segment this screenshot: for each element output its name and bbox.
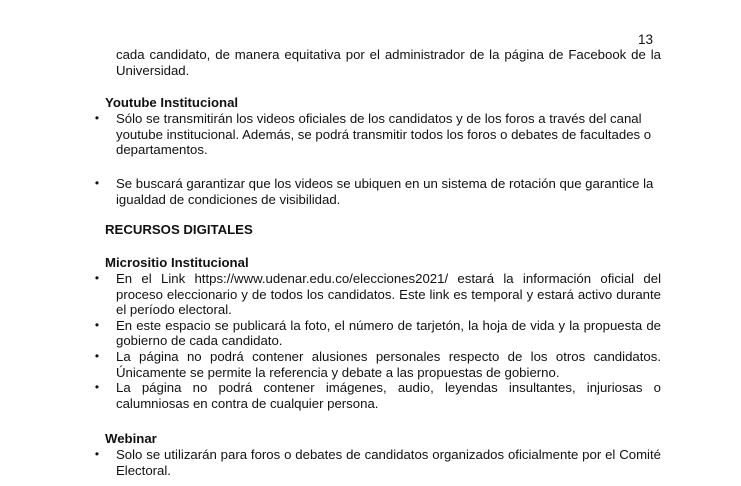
section-heading-youtube: Youtube Institucional — [105, 95, 239, 110]
list-item — [0, 271, 661, 318]
list-item — [0, 447, 661, 478]
bullet-icon: • — [94, 348, 100, 363]
bullet-icon: • — [94, 176, 100, 190]
list-item-text: Se buscará garantizar que los videos se ubiquen en un sistema de rotación que garantice la igualdad de condiciones de visibilidad. — [116, 176, 654, 207]
list-item-text: La página no podrá contener alusiones personales respecto de los otros candidatos. Únicamente se permite la referencia y debate a las propuestas de gobierno. — [116, 348, 661, 380]
list-item — [0, 176, 661, 207]
list-item-text: La página no podrá contener imágenes, audio, leyendas insultantes, injuriosas o calumniosas en contra de cualquier persona. — [116, 380, 661, 411]
list-item — [0, 111, 661, 158]
bullet-icon: • — [94, 447, 100, 461]
micrositio-bullet-list — [0, 271, 661, 411]
webinar-bullet-list — [0, 447, 661, 478]
list-item-text: En el Link https://www.udenar.edu.co/elecciones2021/ estará la información oficial del proceso eleccionario y de todos los candidatos. Este link es temporal y estará activo durante el período electoral. — [116, 271, 661, 318]
bullet-icon: • — [94, 271, 100, 285]
list-item — [0, 349, 661, 380]
bullet-icon: • — [94, 380, 100, 395]
bullet-icon: • — [94, 317, 100, 332]
list-item — [0, 318, 661, 349]
youtube-bullet-list — [0, 111, 661, 158]
page-number: 13 — [638, 32, 654, 47]
list-item-text: En este espacio se publicará la foto, el número de tarjetón, la hoja de vida y la propuesta de gobierno de cada candidato. — [116, 317, 661, 349]
youtube-bullet-list-2 — [0, 176, 661, 207]
section-heading-micrositio: Micrositio Institucional — [105, 255, 249, 270]
continuation-paragraph: cada candidato, de manera equitativa por el administrador de la página de Facebook de la Universidad. — [116, 47, 661, 78]
list-item — [0, 380, 661, 411]
bullet-icon: • — [94, 111, 100, 125]
major-heading-recursos-digitales: RECURSOS DIGITALES — [105, 222, 253, 237]
section-heading-webinar: Webinar — [105, 431, 157, 446]
list-item-text: Sólo se transmitirán los videos oficiales de los candidatos y de los foros a través del canal youtube institucional. Además, se podrá transmitir todos los foros o debates de facultades o departamentos. — [116, 111, 652, 158]
list-item-text: Solo se utilizarán para foros o debates de candidatos organizados oficialmente por el Comité Electoral. — [116, 447, 661, 478]
